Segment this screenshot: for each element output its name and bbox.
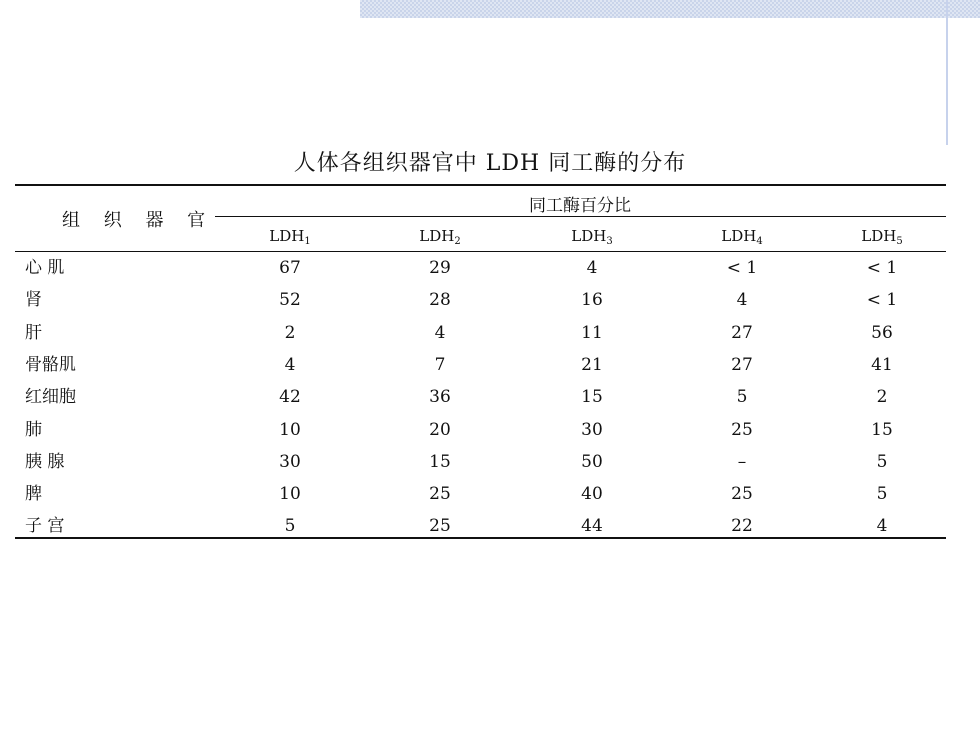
isoenzyme-header-base: LDH	[861, 227, 897, 245]
value-cell: 5	[284, 516, 296, 537]
value-cell: 11	[581, 322, 603, 343]
bottom-rule	[15, 537, 946, 539]
isoenzyme-header-ldh3	[571, 227, 612, 247]
value-cell: 36	[429, 387, 451, 408]
isoenzyme-header-ldh5	[861, 227, 902, 247]
value-cell: 27	[731, 322, 753, 343]
isoenzyme-header-ldh2	[419, 227, 460, 247]
organ-name: 肾	[25, 290, 42, 311]
value-cell: 5	[876, 451, 888, 472]
value-cell: 15	[581, 387, 603, 408]
value-cell: 25	[429, 484, 451, 505]
value-cell: 4	[876, 516, 888, 537]
isoenzyme-header-ldh1	[269, 227, 310, 247]
header-sub-rule	[215, 216, 946, 217]
value-cell: < 1	[866, 258, 898, 278]
value-cell: < 1	[726, 258, 758, 278]
value-cell: 56	[871, 322, 893, 343]
value-cell: 28	[429, 290, 451, 311]
isoenzyme-header-ldh4	[721, 227, 762, 247]
value-cell: 15	[871, 419, 893, 440]
organ-name: 骨骼肌	[25, 354, 76, 375]
isoenzyme-header-base: LDH	[419, 227, 455, 245]
value-cell: 2	[876, 387, 888, 408]
value-cell: 42	[279, 387, 301, 408]
value-cell: 30	[279, 451, 301, 472]
value-cell: 21	[581, 354, 603, 375]
organ-name: 子 宫	[25, 516, 65, 537]
value-cell: 25	[429, 516, 451, 537]
value-cell: 15	[429, 451, 451, 472]
organ-name: 胰 腺	[25, 451, 65, 472]
value-cell: 52	[279, 290, 301, 311]
value-cell: 4	[586, 258, 598, 278]
organ-name: 肺	[25, 419, 42, 440]
value-cell: 30	[581, 419, 603, 440]
isoenzyme-header-subscript: 2	[454, 236, 461, 247]
value-cell: 44	[581, 516, 603, 537]
isoenzyme-header-subscript: 1	[304, 236, 311, 247]
value-cell: 16	[581, 290, 603, 311]
value-cell: 5	[876, 484, 888, 505]
isoenzyme-header-subscript: 5	[896, 236, 903, 247]
value-cell: 2	[284, 322, 296, 343]
value-cell: < 1	[866, 290, 898, 311]
value-cell: 10	[279, 419, 301, 440]
organ-name: 红细胞	[25, 387, 76, 408]
value-cell: 7	[434, 354, 446, 375]
value-cell: 4	[284, 354, 296, 375]
organ-name: 心 肌	[25, 258, 65, 278]
value-cell: –	[737, 451, 747, 472]
isoenzyme-header-subscript: 3	[606, 236, 613, 247]
header-bottom-rule	[15, 251, 946, 252]
value-cell: 20	[429, 419, 451, 440]
isoenzyme-header-base: LDH	[571, 227, 607, 245]
isoenzyme-header-subscript: 4	[756, 236, 763, 247]
value-cell: 29	[429, 258, 451, 278]
value-cell: 40	[581, 484, 603, 505]
value-cell: 4	[434, 322, 446, 343]
value-cell: 25	[731, 484, 753, 505]
value-cell: 41	[871, 354, 893, 375]
organ-column-header: 组 织 器 官	[62, 210, 215, 231]
top-rule	[15, 184, 946, 186]
value-cell: 67	[279, 258, 301, 278]
organ-name: 肝	[25, 322, 42, 343]
organ-name: 脾	[25, 484, 42, 505]
isoenzyme-percent-header: 同工酶百分比	[529, 196, 631, 216]
value-cell: 10	[279, 484, 301, 505]
value-cell: 25	[731, 419, 753, 440]
isoenzyme-header-base: LDH	[269, 227, 305, 245]
value-cell: 4	[736, 290, 748, 311]
decorative-top-band	[360, 0, 980, 18]
value-cell: 50	[581, 451, 603, 472]
isoenzyme-header-base: LDH	[721, 227, 757, 245]
value-cell: 5	[736, 387, 748, 408]
value-cell: 27	[731, 354, 753, 375]
decorative-side-rule	[946, 0, 948, 145]
value-cell: 22	[731, 516, 753, 537]
table-title: 人体各组织器官中 LDH 同工酶的分布	[293, 151, 687, 176]
